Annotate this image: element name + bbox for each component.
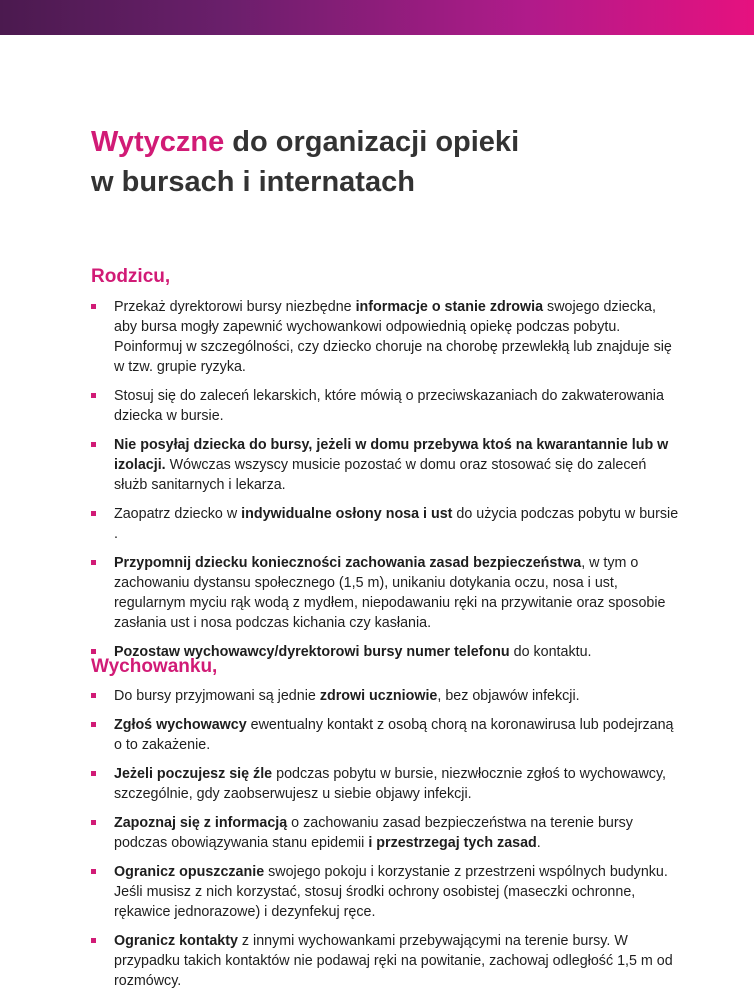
header-gradient-bar — [0, 0, 754, 35]
bold-text: zdrowi uczniowie — [319, 688, 438, 704]
text: Przekaż dyrektorowi bursy niezbędne — [114, 299, 356, 315]
list-item — [91, 553, 681, 633]
list-item — [91, 686, 681, 706]
list-item — [91, 813, 681, 853]
title-line2: w bursach i internatach — [91, 166, 415, 198]
list-item — [91, 297, 681, 377]
text: , w tym o zachowaniu dystansu społecznego (1,5 m), unikaniu dotykania oczu, nosa i ust, regularnym myciu rąk wodą z mydłem, niepodawaniu ręki na przywitanie oraz sposobie zasłania ust i nosa podczas kichania czy kasłania. — [114, 555, 666, 631]
page-title — [91, 122, 519, 202]
text: do użycia podczas pobytu w bursie . — [114, 506, 679, 542]
list-item — [91, 764, 681, 804]
bullet-square-icon — [91, 820, 96, 825]
text: Stosuj się do zaleceń lekarskich, które mówią o przeciwskazaniach do zakwaterowania dziecka w bursie. — [114, 388, 664, 424]
bold-text: Nie posyłaj dziecka do bursy, jeżeli w domu przebywa ktoś na kwarantannie lub w izolacji. — [114, 437, 669, 473]
text: Zaopatrz dziecko w — [114, 506, 242, 522]
list-item — [91, 504, 681, 544]
bold-text: Jeżeli poczujesz się źle — [114, 766, 273, 782]
text: ewentualny kontakt z osobą chorą na koronawirusa lub podejrzaną o to zakażenie. — [114, 717, 674, 753]
text: Wówczas wszyscy musicie pozostać w domu oraz stosować się do zaleceń służb sanitarnych i lekarza. — [114, 457, 647, 493]
list-item — [91, 715, 681, 755]
text: Do bursy przyjmowani są jednie — [114, 688, 320, 704]
bold-text: i przestrzegaj tych zasad — [368, 835, 537, 851]
bullet-square-icon — [91, 938, 96, 943]
bold-text: Zapoznaj się z informacją — [114, 815, 288, 831]
text: podczas pobytu w bursie, niezwłocznie zgłoś to wychowawcy, szczególnie, gdy zaobserwujesz u siebie objawy infekcji. — [114, 766, 667, 802]
section-heading-parents: Rodzicu, — [91, 266, 171, 287]
bullet-square-icon — [91, 869, 96, 874]
text: , bez objawów infekcji. — [437, 688, 580, 704]
text: do kontaktu. — [509, 644, 592, 660]
text: . — [536, 835, 541, 851]
text: swojego pokoju i korzystanie z przestrzeni wspólnych budynku. Jeśli musisz z nich korzystać, stosuj środki ochrony osobistej (maseczki ochronne, rękawice jednorazowe) i dezynfekuj ręce. — [114, 864, 668, 920]
bullet-square-icon — [91, 722, 96, 727]
bullet-square-icon — [91, 649, 96, 654]
text: o zachowaniu zasad bezpieczeństwa na terenie bursy podczas obowiązywania stanu epidemii — [114, 815, 633, 851]
text: swojego dziecka, aby bursa mogły zapewnić wychowankowi odpowiednią opiekę podczas pobytu. Poinformuj w szczególności, czy dziecko choruje na chorobę przewlekłą lub znajduje się w tzw. grupie ryzyka. — [114, 299, 672, 375]
text: z innymi wychowankami przebywającymi na terenie bursy. W przypadku takich kontaktów nie podawaj ręki na powitanie, zachowaj odległość 1,5 m od rozmówcy. — [114, 933, 673, 989]
list-item — [91, 862, 681, 922]
bullet-square-icon — [91, 560, 96, 565]
bold-text: Ogranicz kontakty — [114, 933, 238, 949]
bullet-square-icon — [91, 442, 96, 447]
bullet-square-icon — [91, 771, 96, 776]
section-heading-students: Wychowanku, — [91, 656, 218, 677]
bullet-square-icon — [91, 304, 96, 309]
bullet-square-icon — [91, 693, 96, 698]
list-item — [91, 435, 681, 495]
title-line1-rest: do organizacji opieki — [224, 126, 520, 158]
bold-text: indywidualne osłony nosa i ust — [241, 506, 453, 522]
students-bullet-list — [91, 686, 681, 1000]
list-item — [91, 931, 681, 991]
bullet-square-icon — [91, 511, 96, 516]
bold-text: Zgłoś wychowawcy — [114, 717, 247, 733]
bold-text: Ogranicz opuszczanie — [114, 864, 265, 880]
title-accent-word: Wytyczne — [91, 126, 225, 158]
bold-text: informacje o stanie zdrowia — [355, 299, 544, 315]
bold-text: Przypomnij dziecku konieczności zachowania zasad bezpieczeństwa — [114, 555, 582, 571]
bold-text: Pozostaw wychowawcy/dyrektorowi bursy numer telefonu — [114, 644, 510, 660]
bullet-square-icon — [91, 393, 96, 398]
parents-bullet-list — [91, 297, 681, 671]
list-item — [91, 386, 681, 426]
